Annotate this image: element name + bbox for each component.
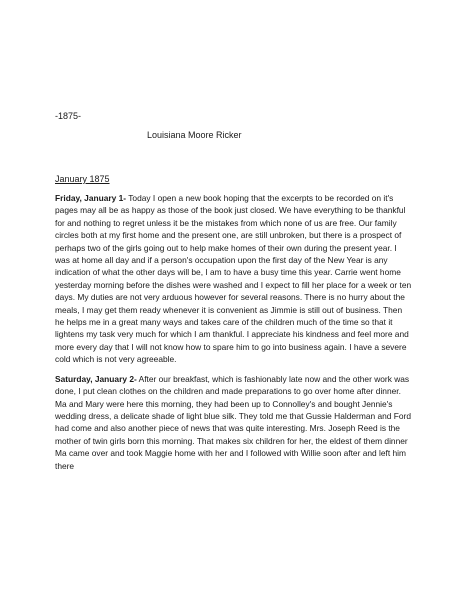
entry-text: Today I open a new book hoping that the excerpts to be recorded on it's pages may all be as happy as those of the book just closed. We have everything to be thankful for and nothing to regret unless it be the mistakes from which none of us are free. Our family circles both at my first home and the present one, are still unbroken, but there is a prospect of perhaps two of the girls going out to help make homes of their own during the present year. I was at home all day and if a person's occupation upon the first day of the New Year is any indication of what the other days will be, I am to have a busy time this year. Carrie went home yesterday morning before the dishes were washed and I expect to fill her place for a week or ten days. My duties are not very arduous however for several reasons. There is no hurry about the meals, I may get them ready whenever it is convenient as Jimmie is still out of business. Then he helps me in a great many ways and takes care of the children much of the time so that it lightens my task very much for which I am thankful. I appreciate his kindness and feel more and more every day that I will not know how to spare him to go into business again. I have a severe cold which is not very agreeable. bbox=[55, 193, 412, 365]
entry-date: Friday, January 1- bbox=[55, 193, 127, 203]
author-name: Louisiana Moore Ricker bbox=[147, 130, 242, 140]
month-heading: January 1875 bbox=[55, 174, 110, 184]
entry-date: Saturday, January 2- bbox=[55, 373, 137, 384]
entry-text: After our breakfast, which is fashionably late now and the other work was done, I put clean clothes on the children and made preparations to go over home after dinner. Ma and Mary were here this morning, they had been up to Connolley's and bought Jennie's wedding dress, a delicate shade of light blue silk. They told me that Gussie Halderman and Ford had come and also another piece of news that was quite interesting. Mrs. Joseph Reed is the mother of twin girls born this morning. That makes six children for her, the eldest of them dinner Ma came over and took Maggie home with her and I followed with Willie soon after and left him there bbox=[55, 373, 411, 471]
diary-body bbox=[55, 192, 412, 479]
year-mark: -1875- bbox=[55, 111, 82, 121]
diary-entry bbox=[55, 373, 412, 472]
diary-entry bbox=[55, 192, 412, 366]
